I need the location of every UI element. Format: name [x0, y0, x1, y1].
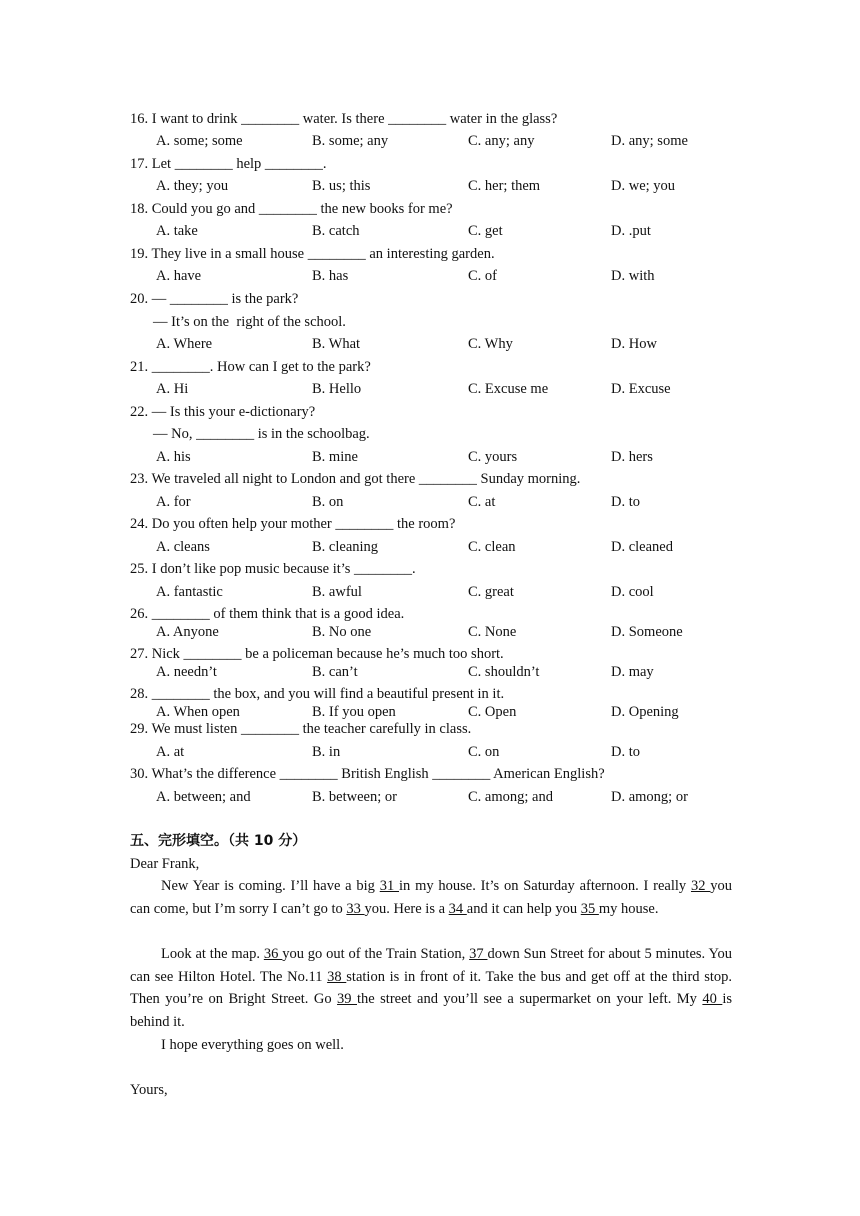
question-29-option-a: A. at: [156, 744, 185, 760]
question-27-stem: 27. Nick ________ be a policeman because he’s much too short.: [130, 646, 504, 662]
question-17-option-a: A. they; you: [156, 178, 229, 194]
question-28-stem: 28. ________ the box, and you will find a beautiful present in it.: [130, 686, 505, 702]
question-30-option-a: A. between; and: [156, 789, 251, 805]
question-30-option-b: B. between; or: [312, 789, 397, 805]
question-17-option-d: D. we; you: [611, 178, 676, 194]
question-16-stem: 16. I want to drink ________ water. Is there ________ water in the glass?: [130, 111, 558, 127]
question-24-option-a: A. cleans: [156, 539, 210, 555]
question-27-option-c: C. shouldn’t: [468, 664, 540, 680]
question-19-option-b: B. has: [312, 268, 349, 284]
question-26-option-b: B. No one: [312, 624, 372, 640]
blank-40[interactable]: 40: [702, 991, 723, 1008]
question-19-option-c: C. of: [468, 268, 497, 284]
question-25-option-b: B. awful: [312, 584, 362, 600]
blank-39[interactable]: 39: [337, 991, 357, 1008]
question-22-response: — No, ________ is in the schoolbag.: [153, 426, 370, 442]
letter-paragraph-1: New Year is coming. I’ll have a big 31 in my house. It’s on Saturday afternoon. I really 32 you can come, but I’m sorry I can’t go to 33 you. Here is a 34 and it can help you 35 my house.: [130, 878, 733, 917]
question-24-option-b: B. cleaning: [312, 539, 379, 555]
blank-34[interactable]: 34: [448, 900, 467, 917]
question-20-option-a: A. Where: [156, 336, 213, 352]
letter-closing: Yours,: [130, 1082, 168, 1098]
question-29-stem: 29. We must listen ________ the teacher carefully in class.: [130, 721, 472, 737]
letter-paragraph-3: I hope everything goes on well.: [161, 1037, 344, 1053]
question-23-option-d: D. to: [611, 494, 640, 510]
question-23-option-c: C. at: [468, 494, 496, 510]
question-20-response: — It’s on the right of the school.: [153, 314, 346, 330]
blank-38[interactable]: 38: [327, 968, 347, 985]
question-21-stem: 21. ________. How can I get to the park?: [130, 359, 371, 375]
question-18-stem: 18. Could you go and ________ the new books for me?: [130, 201, 453, 217]
question-26-option-d: D. Someone: [611, 624, 683, 640]
question-21-option-c: C. Excuse me: [468, 381, 549, 397]
question-26-stem: 26. ________ of them think that is a good idea.: [130, 606, 405, 622]
question-25-option-a: A. fantastic: [156, 584, 223, 600]
question-19-option-d: D. with: [611, 268, 655, 284]
question-26-option-a: A. Anyone: [156, 624, 219, 640]
question-24-option-d: D. cleaned: [611, 539, 673, 555]
question-20-option-d: D. How: [611, 336, 657, 352]
question-18-option-b: B. catch: [312, 223, 360, 239]
question-18-option-c: C. get: [468, 223, 503, 239]
question-20-option-b: B. What: [312, 336, 361, 352]
question-23-stem: 23. We traveled all night to London and got there ________ Sunday morning.: [130, 471, 581, 487]
question-24-stem: 24. Do you often help your mother ________ the room?: [130, 516, 456, 532]
question-20-option-c: C. Why: [468, 336, 513, 352]
question-22-option-b: B. mine: [312, 449, 358, 465]
letter-greeting: Dear Frank,: [130, 856, 200, 872]
question-22-option-d: D. hers: [611, 449, 653, 465]
question-18-option-d: D. .put: [611, 223, 651, 239]
question-24-option-c: C. clean: [468, 539, 516, 555]
question-18-option-a: A. take: [156, 223, 198, 239]
question-16-option-a: A. some; some: [156, 133, 243, 149]
question-25-stem: 25. I don’t like pop music because it’s ________.: [130, 561, 416, 577]
question-29-option-b: B. in: [312, 744, 341, 760]
blank-36[interactable]: 36: [263, 946, 283, 962]
question-22-stem: 22. — Is this your e-dictionary?: [130, 404, 316, 420]
question-30-stem: 30. What’s the difference ________ British English ________ American English?: [130, 766, 605, 782]
blank-32[interactable]: 32: [690, 878, 711, 894]
section-heading: 五、完形填空。（共 10 分）: [130, 833, 307, 849]
question-17-stem: 17. Let ________ help ________.: [130, 156, 327, 172]
question-30-option-c: C. among; and: [468, 789, 553, 805]
question-28-option-a: A. When open: [156, 704, 240, 720]
question-29-option-c: C. on: [468, 744, 500, 760]
question-27-option-d: D. may: [611, 664, 654, 680]
question-25-option-d: D. cool: [611, 584, 654, 600]
blank-37[interactable]: 37: [469, 946, 488, 962]
question-30-option-d: D. among; or: [611, 789, 688, 805]
blank-33[interactable]: 33: [346, 900, 365, 917]
question-25-option-c: C. great: [468, 584, 514, 600]
question-27-option-a: A. needn’t: [156, 664, 217, 680]
question-22-option-a: A. his: [156, 449, 191, 465]
question-16-option-d: D. any; some: [611, 133, 688, 149]
question-28-option-c: C. Open: [468, 704, 517, 720]
question-22-option-c: C. yours: [468, 449, 518, 465]
question-21-option-b: B. Hello: [312, 381, 362, 397]
blank-35[interactable]: 35: [580, 900, 599, 917]
letter-paragraph-2: Look at the map. 36 you go out of the Train Station, 37 down Sun Street for about 5 minutes. You can see Hilton Hotel. The No.11 38 station is in front of it. Take the bus and get off at the third stop. Then you’re on Bright Street. Go 39 the street and you’ll see a supermarket on your left. My 40 is behind it.: [130, 946, 733, 1030]
question-23-option-b: B. on: [312, 494, 344, 510]
question-19-option-a: A. have: [156, 268, 202, 284]
question-17-option-b: B. us; this: [312, 178, 371, 194]
question-16-option-b: B. some; any: [312, 133, 389, 149]
question-26-option-c: C. None: [468, 624, 517, 640]
blank-31[interactable]: 31: [379, 878, 400, 894]
question-17-option-c: C. her; them: [468, 178, 541, 194]
question-28-option-d: D. Opening: [611, 704, 679, 720]
question-27-option-b: B. can’t: [312, 664, 358, 680]
question-23-option-a: A. for: [156, 494, 191, 510]
question-29-option-d: D. to: [611, 744, 640, 760]
question-21-option-d: D. Excuse: [611, 381, 671, 397]
question-21-option-a: A. Hi: [156, 381, 189, 397]
question-19-stem: 19. They live in a small house ________ an interesting garden.: [130, 246, 495, 262]
question-28-option-b: B. If you open: [312, 704, 396, 720]
question-20-stem: 20. — ________ is the park?: [130, 291, 299, 307]
question-16-option-c: C. any; any: [468, 133, 535, 149]
